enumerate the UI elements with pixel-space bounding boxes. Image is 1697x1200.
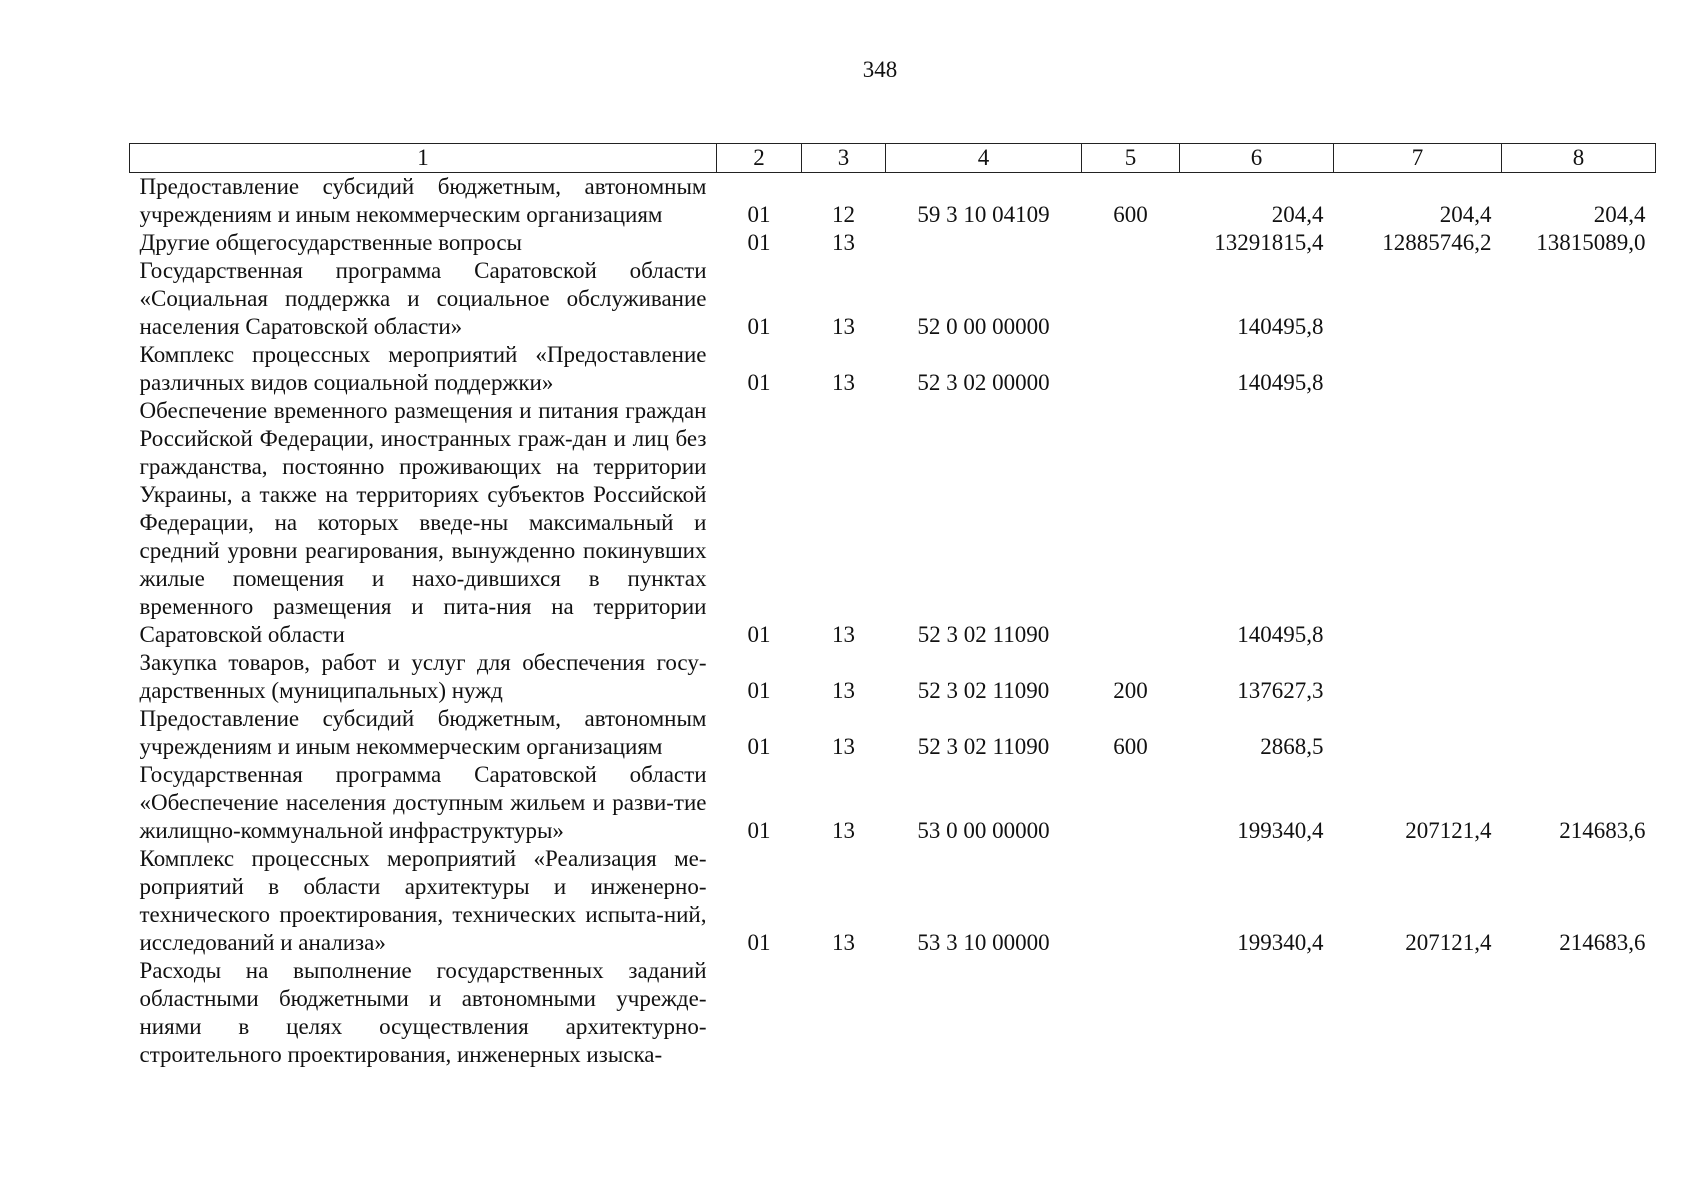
- table-row: [130, 705, 1656, 761]
- column-header: 6: [1180, 144, 1334, 173]
- subsection-code: 13: [832, 734, 855, 759]
- expense-name: Комплекс процессных мероприятий «Реализация ме-роприятий в области архитектуры и инженерно-технического проектирования, технических испыта-ний, исследований и анализа»: [139, 846, 707, 955]
- target-article-code: 53 3 10 00000: [917, 930, 1050, 955]
- section-code: 01: [747, 314, 771, 339]
- amount-col8: [1502, 649, 1656, 705]
- expense-type-code: [1082, 229, 1180, 257]
- amount-col6: 140495,8: [1237, 314, 1324, 339]
- table-row: [130, 761, 1656, 845]
- amount-col7: [1334, 257, 1502, 341]
- subsection-code: 12: [832, 202, 855, 227]
- expense-name: Комплекс процессных мероприятий «Предоставление различных видов социальной поддержки»: [139, 342, 707, 395]
- expense-name: Предоставление субсидий бюджетным, автономным учреждениям и иным некоммерческим организациям: [139, 706, 707, 759]
- expense-name: Закупка товаров, работ и услуг для обеспечения госу-дарственных (муниципальных) нужд: [139, 650, 707, 703]
- table-row: [130, 173, 1656, 230]
- expense-name: Государственная программа Саратовской области «Социальная поддержка и социальное обслуживание населения Саратовской области»: [139, 258, 707, 339]
- expense-name: Расходы на выполнение государственных заданий областными бюджетными и автономными учрежде-ниями в целях осуществления архитектурно-строительного проектирования, инженерных изыска-: [139, 958, 707, 1067]
- amount-col8: [1502, 705, 1656, 761]
- expense-type-code: [1082, 257, 1180, 341]
- amount-col6: 137627,3: [1237, 678, 1324, 703]
- section-code: 01: [747, 202, 771, 227]
- amount-col8: [1502, 341, 1656, 397]
- amount-col6: 199340,4: [1237, 818, 1324, 843]
- subsection-code: 13: [832, 314, 855, 339]
- target-article-code: [886, 957, 1082, 1069]
- amount-col6: 199340,4: [1237, 930, 1324, 955]
- expense-type-code: [1082, 957, 1180, 1069]
- expense-type-code: 200: [1113, 678, 1148, 703]
- table-row: [130, 341, 1656, 397]
- column-header: 4: [886, 144, 1082, 173]
- section-code: 01: [747, 734, 771, 759]
- table-row: [130, 845, 1656, 957]
- table-row: [130, 257, 1656, 341]
- target-article-code: 52 3 02 11090: [917, 678, 1050, 703]
- target-article-code: 52 3 02 00000: [917, 370, 1050, 395]
- section-code: 01: [747, 930, 771, 955]
- column-header: 8: [1502, 144, 1656, 173]
- budget-table: [129, 143, 1656, 1069]
- amount-col7: 12885746,2: [1382, 230, 1492, 255]
- expense-name: Обеспечение временного размещения и питания граждан Российской Федерации, иностранных граж-дан и лиц без гражданства, постоянно проживающих на территории Украины, а также на территориях субъектов Российской Федерации, на которых введе-ны максимальный и средний уровни реагирования, вынужденно покинувших жилые помещения и нахо-дившихся в пунктах временного размещения и пита-ния на территории Саратовской области: [139, 398, 707, 647]
- amount-col6: [1180, 957, 1334, 1069]
- table-row: [130, 229, 1656, 257]
- subsection-code: 13: [832, 230, 855, 255]
- column-header: 3: [802, 144, 886, 173]
- page-number: 348: [862, 57, 898, 82]
- amount-col8: [1502, 957, 1656, 1069]
- expense-type-code: [1082, 845, 1180, 957]
- subsection-code: 13: [832, 370, 855, 395]
- amount-col8: [1502, 257, 1656, 341]
- target-article-code: 52 0 00 00000: [917, 314, 1050, 339]
- expense-type-code: [1082, 341, 1180, 397]
- amount-col8: [1502, 397, 1656, 649]
- column-header: 1: [130, 144, 717, 173]
- section-code: 01: [747, 370, 771, 395]
- table-header-row: [130, 144, 1656, 173]
- subsection-code: 13: [832, 818, 855, 843]
- section-code: 01: [747, 622, 771, 647]
- expense-type-code: [1082, 397, 1180, 649]
- amount-col7: 207121,4: [1405, 818, 1492, 843]
- table-row: [130, 397, 1656, 649]
- amount-col8: 204,4: [1593, 202, 1646, 227]
- subsection-code: [802, 957, 886, 1069]
- amount-col7: 207121,4: [1405, 930, 1492, 955]
- section-code: 01: [747, 818, 771, 843]
- amount-col6: 140495,8: [1237, 622, 1324, 647]
- section-code: 01: [747, 230, 771, 255]
- table-row: [130, 649, 1656, 705]
- amount-col6: 140495,8: [1237, 370, 1324, 395]
- subsection-code: 13: [832, 930, 855, 955]
- target-article-code: [886, 229, 1082, 257]
- expense-type-code: [1082, 761, 1180, 845]
- amount-col6: 204,4: [1271, 202, 1324, 227]
- subsection-code: 13: [832, 678, 855, 703]
- subsection-code: 13: [832, 622, 855, 647]
- expense-name: Другие общегосударственные вопросы: [139, 230, 522, 255]
- target-article-code: 53 0 00 00000: [917, 818, 1050, 843]
- table-row: [130, 957, 1656, 1069]
- amount-col8: 13815089,0: [1536, 230, 1646, 255]
- amount-col6: 2868,5: [1260, 734, 1324, 759]
- column-header: 7: [1334, 144, 1502, 173]
- target-article-code: 52 3 02 11090: [917, 734, 1050, 759]
- target-article-code: 59 3 10 04109: [917, 202, 1050, 227]
- expense-name: Предоставление субсидий бюджетным, автономным учреждениям и иным некоммерческим организациям: [139, 174, 707, 227]
- amount-col8: 214683,6: [1559, 818, 1646, 843]
- amount-col7: [1334, 705, 1502, 761]
- amount-col6: 13291815,4: [1214, 230, 1324, 255]
- amount-col7: [1334, 397, 1502, 649]
- expense-name: Государственная программа Саратовской области «Обеспечение населения доступным жильем и разви-тие жилищно-коммунальной инфраструктуры»: [139, 762, 707, 843]
- amount-col8: 214683,6: [1559, 930, 1646, 955]
- section-code: 01: [747, 678, 771, 703]
- amount-col7: 204,4: [1439, 202, 1492, 227]
- section-code: [717, 957, 802, 1069]
- amount-col7: [1334, 649, 1502, 705]
- column-header: 2: [717, 144, 802, 173]
- amount-col7: [1334, 957, 1502, 1069]
- amount-col7: [1334, 341, 1502, 397]
- expense-type-code: 600: [1113, 734, 1148, 759]
- target-article-code: 52 3 02 11090: [917, 622, 1050, 647]
- expense-type-code: 600: [1113, 202, 1148, 227]
- column-header: 5: [1082, 144, 1180, 173]
